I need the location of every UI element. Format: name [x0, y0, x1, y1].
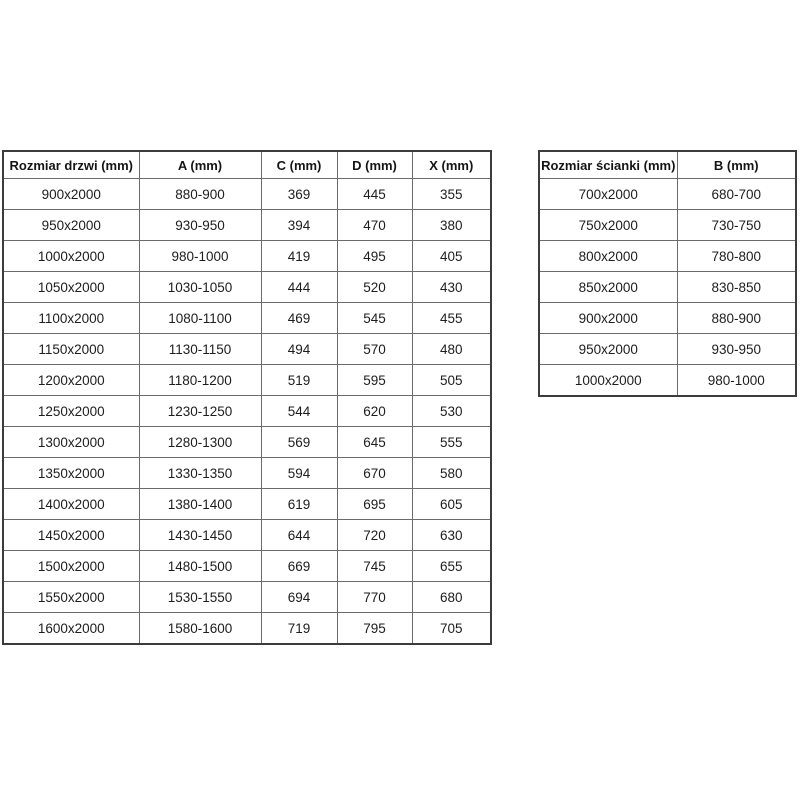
table-cell: 1050x2000 [3, 272, 139, 303]
table-cell: 594 [261, 458, 337, 489]
table-cell: 1600x2000 [3, 613, 139, 645]
table-cell: 445 [337, 179, 412, 210]
table-cell: 950x2000 [539, 334, 677, 365]
table-row [3, 365, 491, 396]
table-row [539, 179, 796, 210]
table-cell: 470 [337, 210, 412, 241]
door-table-body [3, 179, 491, 645]
table-row [539, 210, 796, 241]
wall-panel-sizes-table [538, 150, 797, 397]
column-header: C (mm) [261, 151, 337, 179]
table-cell: 495 [337, 241, 412, 272]
table-row [3, 427, 491, 458]
table-row [3, 210, 491, 241]
table-cell: 394 [261, 210, 337, 241]
table-cell: 669 [261, 551, 337, 582]
table-cell: 580 [412, 458, 491, 489]
table-cell: 900x2000 [3, 179, 139, 210]
table-row [3, 458, 491, 489]
column-header: A (mm) [139, 151, 261, 179]
table-cell: 800x2000 [539, 241, 677, 272]
table-cell: 494 [261, 334, 337, 365]
table-cell: 1280-1300 [139, 427, 261, 458]
table-cell: 595 [337, 365, 412, 396]
table-cell: 1250x2000 [3, 396, 139, 427]
table-cell: 469 [261, 303, 337, 334]
table-cell: 1300x2000 [3, 427, 139, 458]
table-row [539, 272, 796, 303]
table-cell: 369 [261, 179, 337, 210]
table-cell: 520 [337, 272, 412, 303]
table-cell: 1150x2000 [3, 334, 139, 365]
table-cell: 1000x2000 [3, 241, 139, 272]
table-cell: 1580-1600 [139, 613, 261, 645]
table-row [3, 303, 491, 334]
table-row [3, 489, 491, 520]
table-row [539, 334, 796, 365]
table-cell: 1100x2000 [3, 303, 139, 334]
column-header: X (mm) [412, 151, 491, 179]
column-header: D (mm) [337, 151, 412, 179]
table-cell: 745 [337, 551, 412, 582]
table-cell: 455 [412, 303, 491, 334]
table-row [3, 582, 491, 613]
door-sizes-table [2, 150, 492, 645]
table-cell: 1230-1250 [139, 396, 261, 427]
door-table-header-row [3, 151, 491, 179]
table-cell: 630 [412, 520, 491, 551]
table-cell: 880-900 [139, 179, 261, 210]
table-cell: 1200x2000 [3, 365, 139, 396]
table-cell: 644 [261, 520, 337, 551]
table-row [539, 241, 796, 272]
table-cell: 619 [261, 489, 337, 520]
table-row [3, 334, 491, 365]
table-cell: 519 [261, 365, 337, 396]
table-cell: 780-800 [677, 241, 796, 272]
table-cell: 1500x2000 [3, 551, 139, 582]
table-row [3, 551, 491, 582]
table-cell: 980-1000 [677, 365, 796, 397]
table-cell: 670 [337, 458, 412, 489]
table-cell: 1480-1500 [139, 551, 261, 582]
table-row [539, 303, 796, 334]
table-cell: 645 [337, 427, 412, 458]
table-cell: 1330-1350 [139, 458, 261, 489]
table-cell: 695 [337, 489, 412, 520]
table-cell: 830-850 [677, 272, 796, 303]
table-cell: 930-950 [139, 210, 261, 241]
table-row [3, 241, 491, 272]
table-cell: 480 [412, 334, 491, 365]
table-cell: 605 [412, 489, 491, 520]
table-cell: 355 [412, 179, 491, 210]
table-cell: 795 [337, 613, 412, 645]
wall-table-header-row [539, 151, 796, 179]
table-row [3, 613, 491, 645]
table-cell: 930-950 [677, 334, 796, 365]
table-cell: 1080-1100 [139, 303, 261, 334]
table-cell: 505 [412, 365, 491, 396]
table-cell: 694 [261, 582, 337, 613]
table-cell: 1350x2000 [3, 458, 139, 489]
table-cell: 555 [412, 427, 491, 458]
table-row [3, 396, 491, 427]
column-header: Rozmiar drzwi (mm) [3, 151, 139, 179]
table-cell: 655 [412, 551, 491, 582]
table-cell: 770 [337, 582, 412, 613]
table-cell: 700x2000 [539, 179, 677, 210]
table-row [3, 520, 491, 551]
table-cell: 545 [337, 303, 412, 334]
table-cell: 1450x2000 [3, 520, 139, 551]
table-cell: 1180-1200 [139, 365, 261, 396]
table-cell: 1380-1400 [139, 489, 261, 520]
wall-table-body [539, 179, 796, 397]
table-cell: 444 [261, 272, 337, 303]
table-cell: 419 [261, 241, 337, 272]
table-cell: 620 [337, 396, 412, 427]
table-cell: 1400x2000 [3, 489, 139, 520]
table-cell: 1530-1550 [139, 582, 261, 613]
table-cell: 850x2000 [539, 272, 677, 303]
table-cell: 880-900 [677, 303, 796, 334]
column-header: B (mm) [677, 151, 796, 179]
table-cell: 730-750 [677, 210, 796, 241]
table-cell: 680 [412, 582, 491, 613]
table-cell: 544 [261, 396, 337, 427]
table-cell: 570 [337, 334, 412, 365]
table-cell: 719 [261, 613, 337, 645]
table-row [3, 272, 491, 303]
table-cell: 1430-1450 [139, 520, 261, 551]
table-cell: 1030-1050 [139, 272, 261, 303]
table-row [539, 365, 796, 397]
table-cell: 380 [412, 210, 491, 241]
table-cell: 1550x2000 [3, 582, 139, 613]
table-cell: 980-1000 [139, 241, 261, 272]
column-header: Rozmiar ścianki (mm) [539, 151, 677, 179]
table-cell: 530 [412, 396, 491, 427]
table-row [3, 179, 491, 210]
table-cell: 1000x2000 [539, 365, 677, 397]
table-cell: 430 [412, 272, 491, 303]
table-cell: 705 [412, 613, 491, 645]
table-cell: 950x2000 [3, 210, 139, 241]
table-cell: 750x2000 [539, 210, 677, 241]
table-cell: 900x2000 [539, 303, 677, 334]
table-cell: 680-700 [677, 179, 796, 210]
table-cell: 569 [261, 427, 337, 458]
table-cell: 720 [337, 520, 412, 551]
table-cell: 1130-1150 [139, 334, 261, 365]
table-cell: 405 [412, 241, 491, 272]
